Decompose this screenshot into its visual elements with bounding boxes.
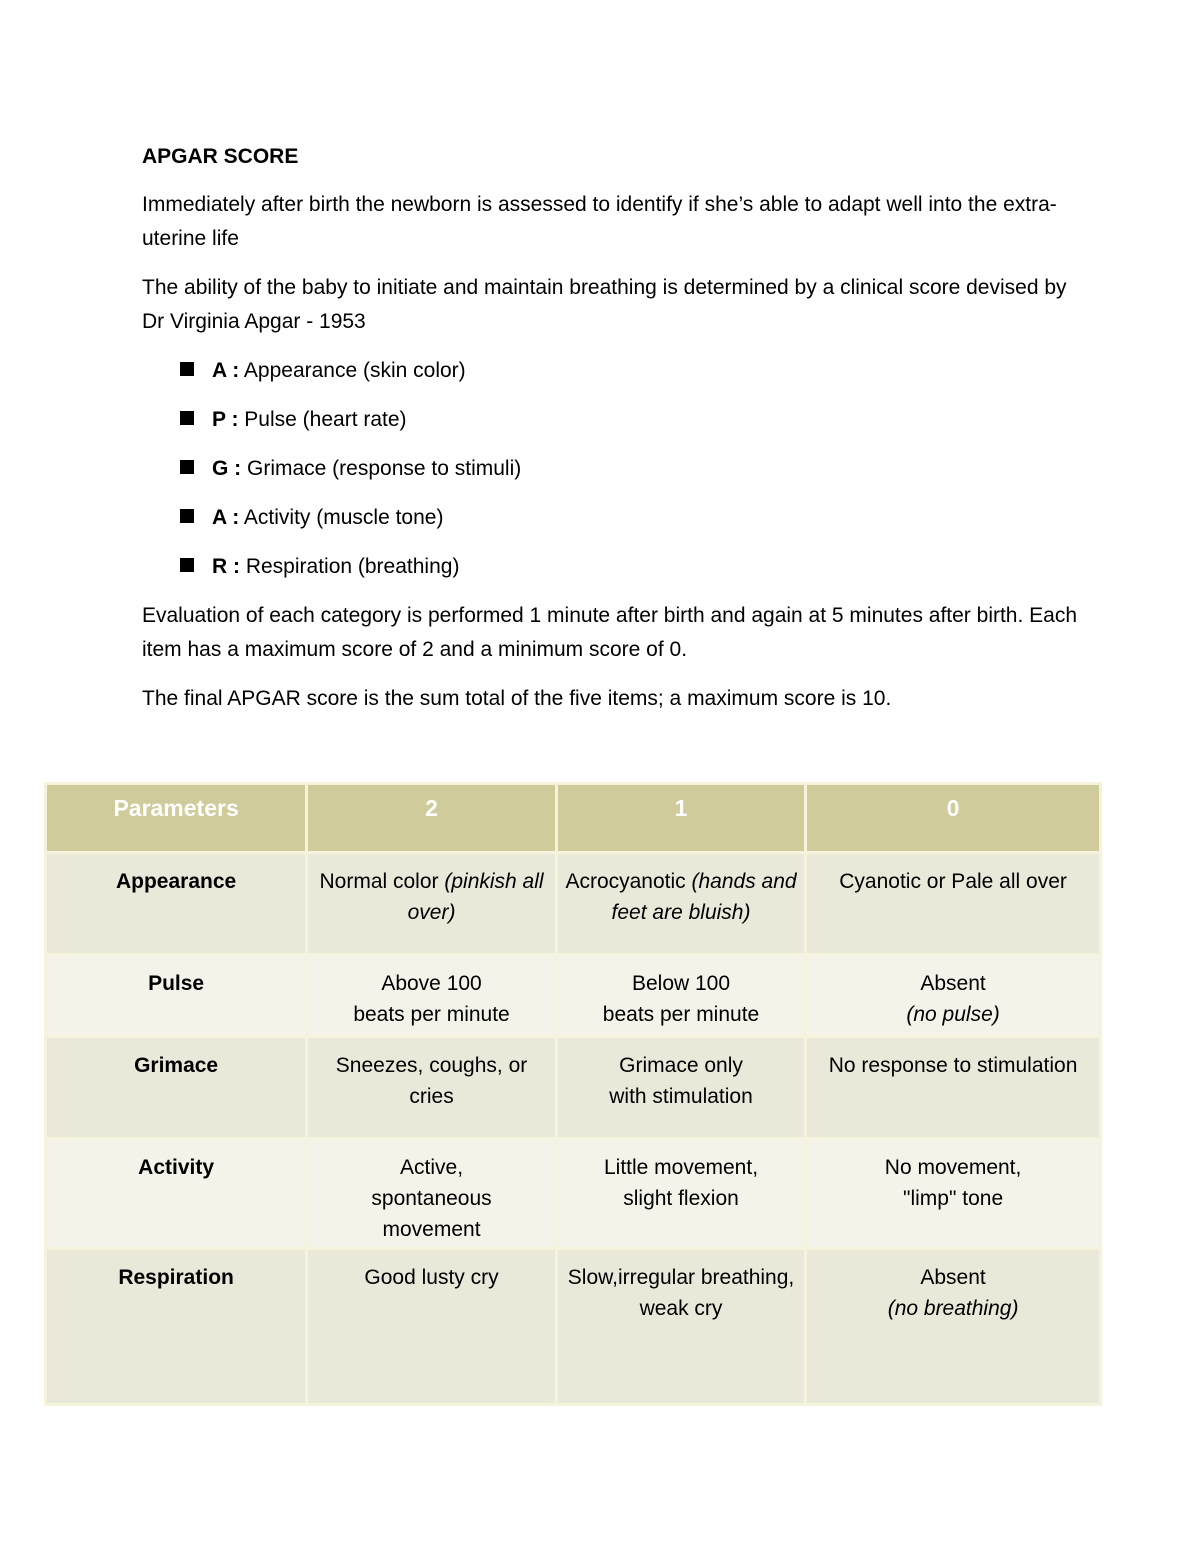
cell-note: (no pulse): [906, 1003, 1000, 1026]
table-row: [46, 1037, 1101, 1139]
score-0-cell: [806, 853, 1101, 955]
cell-text: Absent: [920, 1266, 986, 1289]
list-item: [142, 354, 1082, 388]
header-score-0: 0: [806, 784, 1101, 853]
header-parameters: Parameters: [46, 784, 307, 853]
param-cell: Appearance: [46, 853, 307, 955]
score-1-cell: [556, 1139, 805, 1249]
cell-text: beats per minute: [353, 1003, 510, 1026]
param-cell: Grimace: [46, 1037, 307, 1139]
list-item: [142, 403, 1082, 437]
score-0-cell: [806, 1249, 1101, 1405]
document-body: [142, 142, 1082, 731]
table-row: [46, 955, 1101, 1037]
square-bullet-icon: [180, 460, 194, 474]
list-item-text: Appearance (skin color): [239, 359, 466, 382]
score-1-cell: [556, 853, 805, 955]
list-item-letter: G :: [212, 457, 242, 480]
param-cell: Respiration: [46, 1249, 307, 1405]
table-header-row: [46, 784, 1101, 853]
cell-note: (no breathing): [887, 1297, 1019, 1320]
cell-text: "limp" tone: [903, 1187, 1004, 1210]
apgar-table: [44, 782, 1102, 1406]
list-item-letter: R :: [212, 555, 240, 578]
cell-note: (pinkish all over): [407, 870, 544, 924]
evaluation-paragraph: Evaluation of each category is performed 1 minute after birth and again at 5 minutes after birth. Each item has a maximum score of 2 and a minimum score of 0.: [142, 604, 1078, 661]
score-0-cell: [806, 1139, 1101, 1249]
document-title: APGAR SCORE: [142, 145, 299, 168]
list-item-text: Activity (muscle tone): [239, 506, 444, 529]
list-item-letter: A :: [212, 359, 240, 382]
score-0-cell: [806, 1037, 1101, 1139]
score-2-cell: [307, 853, 557, 955]
final-score-paragraph: The final APGAR score is the sum total of the five items; a maximum score is 10.: [142, 687, 892, 710]
list-item: [142, 501, 1082, 535]
table-row: [46, 853, 1101, 955]
list-item-letter: A :: [212, 506, 240, 529]
cell-text: Active, spontaneous movement: [371, 1156, 492, 1241]
cell-text: Acrocyanotic: [565, 870, 692, 893]
cell-text: Above 100: [381, 972, 482, 995]
list-item-text: Grimace (response to stimuli): [241, 457, 522, 480]
list-item: [142, 452, 1082, 486]
score-2-cell: [307, 1249, 557, 1405]
cell-text: No movement,: [884, 1156, 1022, 1179]
param-cell: Activity: [46, 1139, 307, 1249]
cell-text: with stimulation: [609, 1085, 753, 1108]
square-bullet-icon: [180, 509, 194, 523]
apgar-letter-list: [142, 354, 1082, 584]
cell-note: (hands and feet are bluish): [611, 870, 797, 924]
list-item-letter: P :: [212, 408, 239, 431]
header-score-2: 2: [307, 784, 557, 853]
square-bullet-icon: [180, 558, 194, 572]
score-1-cell: [556, 1249, 805, 1405]
table-row: [46, 1249, 1101, 1405]
score-2-cell: [307, 1139, 557, 1249]
list-item: [142, 550, 1082, 584]
list-item-text: Respiration (breathing): [240, 555, 460, 578]
square-bullet-icon: [180, 362, 194, 376]
score-2-cell: [307, 1037, 557, 1139]
cell-text: Good lusty cry: [364, 1266, 499, 1289]
list-item-text: Pulse (heart rate): [238, 408, 407, 431]
param-cell: Pulse: [46, 955, 307, 1037]
cell-text: Sneezes, coughs, or cries: [335, 1054, 528, 1108]
square-bullet-icon: [180, 411, 194, 425]
cell-text: No response to stimulation: [828, 1054, 1078, 1077]
cell-text: Absent: [920, 972, 986, 995]
cell-text: Below 100: [631, 972, 731, 995]
header-score-1: 1: [556, 784, 805, 853]
score-0-cell: [806, 955, 1101, 1037]
table-row: [46, 1139, 1101, 1249]
score-1-cell: [556, 1037, 805, 1139]
cell-text: Grimace only: [619, 1054, 743, 1077]
breathing-paragraph: The ability of the baby to initiate and maintain breathing is determined by a clinical score devised by Dr Virginia Apgar - 1953: [142, 276, 1067, 333]
cell-text: Cyanotic or Pale all over: [839, 870, 1067, 893]
cell-text: Little movement,: [603, 1156, 759, 1179]
score-2-cell: [307, 955, 557, 1037]
score-1-cell: [556, 955, 805, 1037]
intro-paragraph: Immediately after birth the newborn is assessed to identify if she’s able to adapt well into the extra- uterine life: [142, 193, 1057, 250]
cell-text: beats per minute: [602, 1003, 760, 1026]
cell-text: Normal color: [319, 870, 445, 893]
cell-text: Slow,irregular breathing, weak cry: [567, 1266, 795, 1320]
cell-text: slight flexion: [623, 1187, 739, 1210]
